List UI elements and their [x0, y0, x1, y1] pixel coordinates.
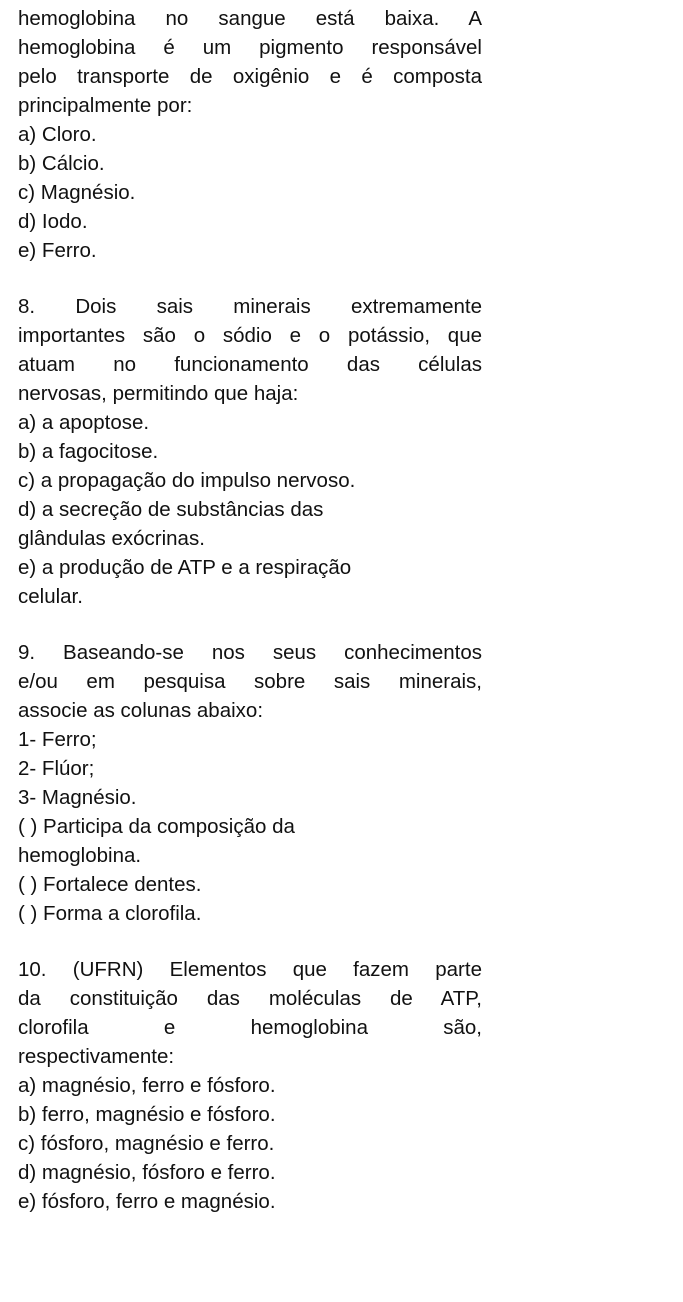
question-10-stem-line: clorofila e hemoglobina são, [18, 1016, 482, 1039]
question-8-option-c: c) a propagação do impulso nervoso. [18, 469, 356, 492]
question-10-stem-line: respectivamente: [18, 1045, 175, 1068]
question-9-association-item-cont: hemoglobina. [18, 844, 142, 867]
question-9-association-item: ( ) Forma a clorofila. [18, 902, 202, 925]
question-9-stem-line: associe as colunas abaixo: [18, 699, 264, 722]
question-9-column-item: 1- Ferro; [18, 728, 97, 751]
question-9 [18, 638, 482, 928]
question-9-stem-line: 9. Baseando-se nos seus conhecimentos [18, 641, 482, 664]
question-8-option-d: d) a secreção de substâncias das [18, 498, 324, 521]
question-8-stem-line: importantes são o sódio e o potássio, que [18, 324, 482, 347]
question-10-option-c: c) fósforo, magnésio e ferro. [18, 1132, 275, 1155]
spacer [18, 265, 482, 292]
question-10-option-e: e) fósforo, ferro e magnésio. [18, 1190, 276, 1213]
question-10-stem-line: 10. (UFRN) Elementos que fazem parte [18, 958, 482, 981]
question-7-option-a: a) Cloro. [18, 123, 97, 146]
question-8-stem-line: atuam no funcionamento das células [18, 353, 482, 376]
question-9-column-item: 2- Flúor; [18, 757, 95, 780]
question-8-option-e: e) a produção de ATP e a respiração [18, 556, 352, 579]
question-9-association-item: ( ) Participa da composição da [18, 815, 295, 838]
question-10-stem-line: da constituição das moléculas de ATP, [18, 987, 482, 1010]
question-8-option-b: b) a fagocitose. [18, 440, 159, 463]
spacer [18, 611, 482, 638]
question-10-option-d: d) magnésio, fósforo e ferro. [18, 1161, 276, 1184]
question-7-stem-line: hemoglobina é um pigmento responsável [18, 36, 482, 59]
question-8-option-e-cont: celular. [18, 585, 83, 608]
question-8-stem-line: nervosas, permitindo que haja: [18, 382, 299, 405]
question-10-option-a: a) magnésio, ferro e fósforo. [18, 1074, 276, 1097]
question-9-column-item: 3- Magnésio. [18, 786, 137, 809]
question-7-option-e: e) Ferro. [18, 239, 97, 262]
question-7-stem-line: pelo transporte de oxigênio e é composta [18, 65, 482, 88]
spacer [18, 928, 482, 955]
question-8-option-a: a) a apoptose. [18, 411, 150, 434]
question-7-option-b: b) Cálcio. [18, 152, 105, 175]
question-8-option-d-cont: glândulas exócrinas. [18, 527, 205, 550]
document-page [18, 4, 482, 1216]
question-7-stem-line: hemoglobina no sangue está baixa. A [18, 7, 482, 30]
question-7 [18, 4, 482, 265]
question-9-stem-line: e/ou em pesquisa sobre sais minerais, [18, 670, 482, 693]
question-9-association-item: ( ) Fortalece dentes. [18, 873, 202, 896]
question-7-option-c: c) Magnésio. [18, 181, 136, 204]
question-8-stem-line: 8. Dois sais minerais extremamente [18, 295, 482, 318]
question-7-stem-line: principalmente por: [18, 94, 193, 117]
question-8 [18, 292, 482, 611]
question-10 [18, 955, 482, 1216]
question-10-option-b: b) ferro, magnésio e fósforo. [18, 1103, 276, 1126]
question-7-option-d: d) Iodo. [18, 210, 88, 233]
